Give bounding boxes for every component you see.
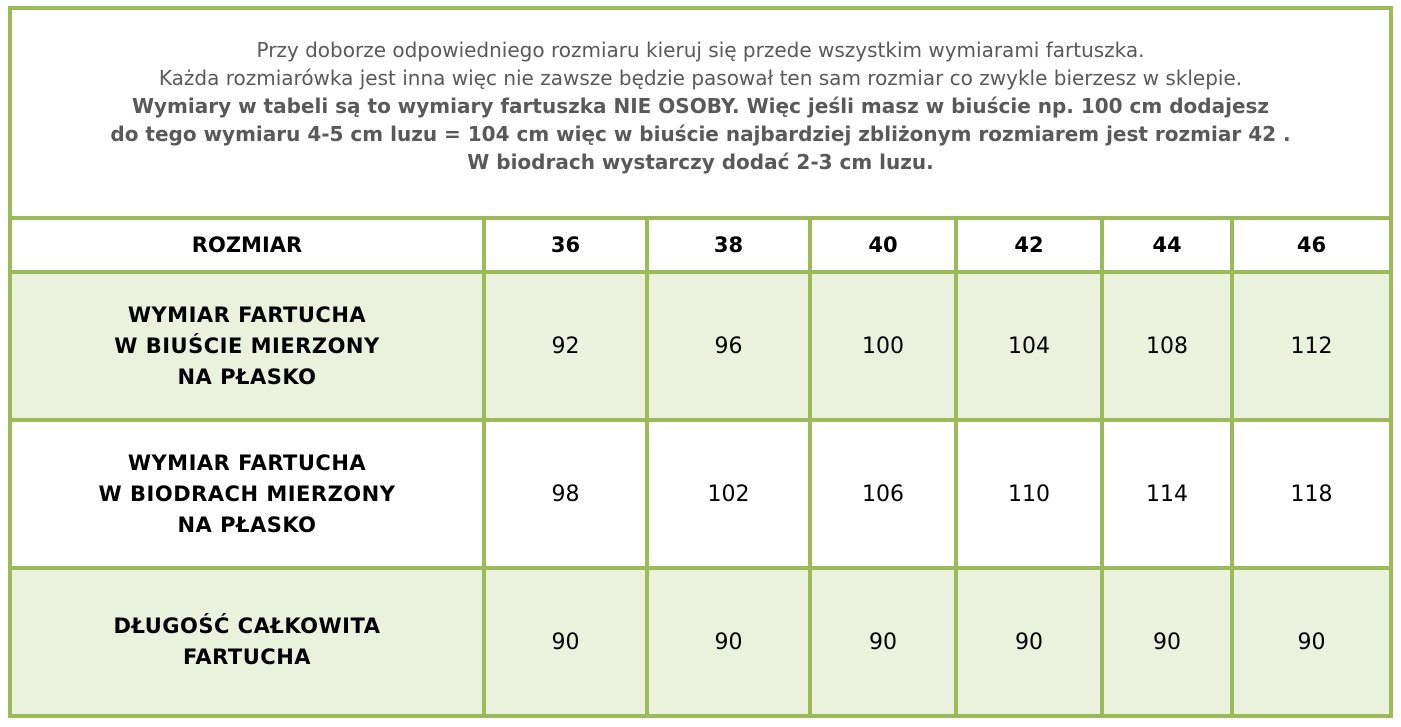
intro-line-2: Każda rozmiarówka jest inna więc nie zawsze będzie pasował ten sam rozmiar co zwykle bierzesz w sklepie. bbox=[158, 66, 1243, 90]
size-chart-frame bbox=[8, 6, 1393, 718]
table-row-hips bbox=[12, 420, 1389, 568]
row-label-line: W BIODRACH MIERZONY bbox=[98, 481, 396, 506]
intro-line-5: W biodrach wystarczy dodać 2-3 cm luzu. bbox=[467, 150, 934, 174]
table-cell: 108 bbox=[1102, 272, 1232, 420]
row-label-line: W BIUŚCIE MIERZONY bbox=[114, 333, 380, 358]
table-cell: 102 bbox=[647, 420, 810, 568]
intro-line-3: Wymiary w tabeli są to wymiary fartuszka NIE OSOBY. Więc jeśli masz w biuście np. 100 cm dodajesz bbox=[131, 94, 1270, 118]
row-label-bust bbox=[12, 272, 484, 420]
size-header-42: 42 bbox=[956, 220, 1102, 272]
table-cell: 96 bbox=[647, 272, 810, 420]
intro-line-1: Przy doborze odpowiedniego rozmiaru kieruj się przede wszystkim wymiarami fartuszka. bbox=[256, 38, 1145, 62]
size-header-44: 44 bbox=[1102, 220, 1232, 272]
table-cell: 90 bbox=[956, 568, 1102, 714]
row-label-line: NA PŁASKO bbox=[177, 512, 317, 537]
size-header-40: 40 bbox=[810, 220, 956, 272]
table-cell: 90 bbox=[1102, 568, 1232, 714]
table-cell: 118 bbox=[1232, 420, 1389, 568]
row-label-line: FARTUCHA bbox=[182, 645, 312, 669]
table-cell: 110 bbox=[956, 420, 1102, 568]
size-header-36: 36 bbox=[484, 220, 647, 272]
size-header-46: 46 bbox=[1232, 220, 1389, 272]
table-cell: 104 bbox=[956, 272, 1102, 420]
table-cell: 90 bbox=[810, 568, 956, 714]
size-header-label: ROZMIAR bbox=[12, 220, 484, 272]
table-cell: 112 bbox=[1232, 272, 1389, 420]
table-cell: 106 bbox=[810, 420, 956, 568]
table-cell: 90 bbox=[1232, 568, 1389, 714]
row-label-line: WYMIAR FARTUCHA bbox=[127, 450, 367, 475]
row-label-hips bbox=[12, 420, 484, 568]
table-cell: 90 bbox=[484, 568, 647, 714]
table-row-bust bbox=[12, 272, 1389, 420]
table-row-length bbox=[12, 568, 1389, 714]
table-cell: 114 bbox=[1102, 420, 1232, 568]
size-header-38: 38 bbox=[647, 220, 810, 272]
table-cell: 98 bbox=[484, 420, 647, 568]
row-label-line: WYMIAR FARTUCHA bbox=[127, 302, 367, 327]
size-header-row bbox=[12, 220, 1389, 272]
table-cell: 90 bbox=[647, 568, 810, 714]
size-guide-intro bbox=[12, 10, 1389, 220]
intro-line-4: do tego wymiaru 4-5 cm luzu = 104 cm więc w biuście najbardziej zbliżonym rozmiarem jest rozmiar 42 . bbox=[110, 122, 1291, 146]
size-table bbox=[12, 220, 1389, 714]
table-cell: 92 bbox=[484, 272, 647, 420]
row-label-line: DŁUGOŚĆ CAŁKOWITA bbox=[113, 614, 381, 638]
table-cell: 100 bbox=[810, 272, 956, 420]
row-label-length bbox=[12, 568, 484, 714]
row-label-line: NA PŁASKO bbox=[177, 364, 317, 389]
